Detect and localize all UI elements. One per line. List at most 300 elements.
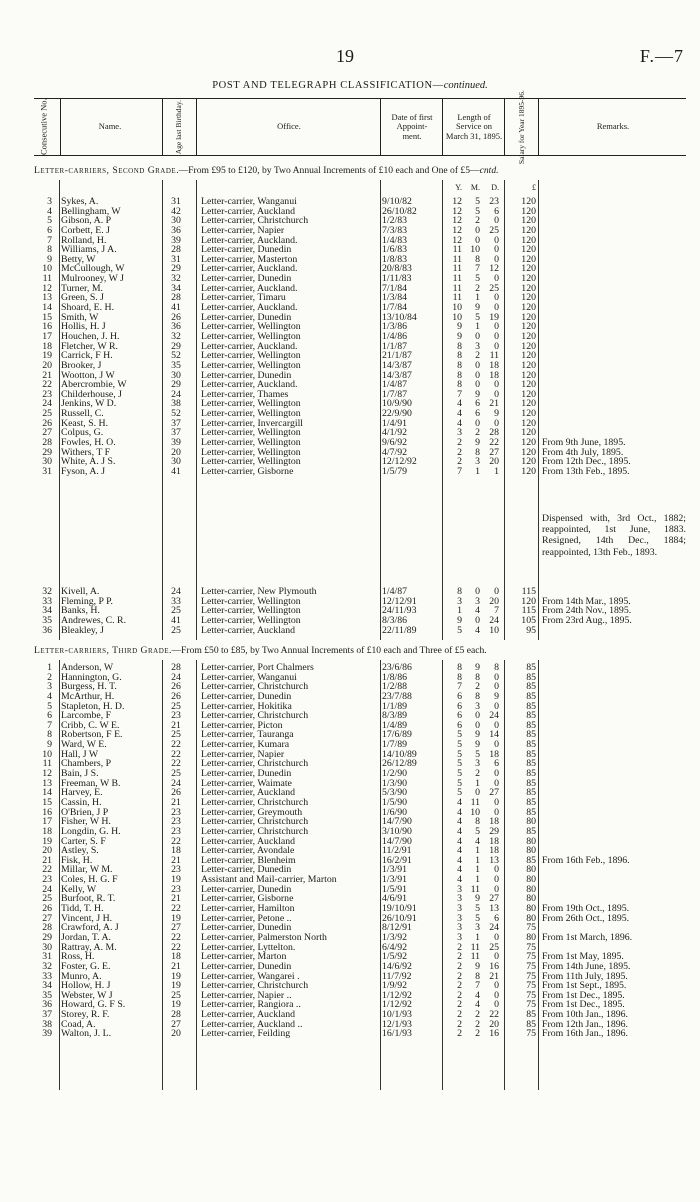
cell-salary: 120	[521, 215, 536, 227]
cell-no: 18	[42, 340, 52, 352]
cell-office: Letter-carrier, Greymouth	[201, 806, 303, 818]
cell-m: 11	[470, 883, 480, 895]
cell-name: Corbett, E. J	[61, 224, 110, 236]
cell-age: 23	[171, 710, 181, 722]
cell-d: 0	[494, 417, 499, 429]
cell-name: Fyson, A. J	[61, 465, 106, 477]
cell-no: 11	[42, 758, 52, 770]
cell-name: Stapleton, H. D.	[61, 700, 125, 712]
table-row	[34, 197, 686, 207]
cell-salary: 120	[521, 456, 536, 468]
cell-name: Ross, H.	[61, 951, 95, 963]
cell-name: Anderson, W	[61, 662, 114, 673]
cell-d: 18	[489, 748, 499, 760]
cell-age: 41	[171, 465, 181, 477]
table-row	[34, 808, 686, 818]
col-consecutive-no: Consecutive No.	[38, 98, 49, 156]
cell-age: 21	[171, 960, 181, 972]
table-row	[34, 788, 686, 798]
cell-no: 6	[47, 710, 52, 722]
cell-no: 10	[42, 263, 52, 275]
cell-date: 1/4/86	[382, 330, 408, 342]
cell-date: 11/7/92	[382, 970, 412, 982]
cell-name: Russell, C.	[61, 408, 104, 420]
cell-m: 0	[475, 369, 480, 381]
cell-age: 41	[171, 614, 181, 626]
cell-m: 0	[475, 614, 480, 626]
section2-rows	[34, 663, 686, 1039]
cell-age: 37	[171, 417, 181, 429]
cell-d: 0	[494, 292, 499, 304]
cell-m: 9	[475, 302, 480, 314]
cell-name: Keast, S. H.	[61, 417, 109, 429]
cell-name: Colpus, G.	[61, 427, 104, 439]
cell-y: 10	[452, 302, 462, 314]
cell-age: 30	[171, 456, 181, 468]
cell-no: 31	[42, 465, 52, 477]
table-row	[34, 409, 686, 419]
cell-age: 18	[171, 845, 181, 857]
cell-d: 29	[489, 825, 499, 837]
cell-age: 22	[171, 739, 181, 751]
col-date: Date of first Appoint- ment.	[380, 99, 443, 155]
column-rule	[538, 660, 539, 1090]
cell-name: Bleakley, J	[61, 624, 104, 636]
cell-m: 9	[475, 729, 480, 741]
cell-remark: From 14th June, 1895.	[542, 960, 631, 972]
cell-name: Gibson, A. P	[61, 215, 112, 227]
cell-remark: From 24th Nov., 1895.	[542, 605, 632, 617]
cell-office: Letter-carrier, Gisborne	[201, 893, 294, 905]
cell-y: 5	[457, 748, 462, 760]
cell-m: 2	[475, 1009, 480, 1021]
cell-m: 3	[475, 758, 480, 770]
cell-age: 42	[171, 205, 181, 217]
cell-age: 24	[171, 586, 181, 597]
cell-office: Letter-carrier, Wellington	[201, 321, 301, 333]
cell-y: 2	[457, 941, 462, 953]
cell-no: 39	[42, 1028, 52, 1040]
cell-d: 0	[494, 999, 499, 1011]
cell-office: Letter-carrier, Christchurch	[201, 980, 309, 992]
cell-office: Letter-carrier, Dunedin	[201, 311, 292, 323]
cell-date: 9/6/92	[382, 437, 408, 449]
cell-d: 6	[494, 912, 499, 924]
cell-m: 1	[475, 931, 480, 943]
cell-office: Letter-carrier, Christchurch	[201, 816, 309, 828]
cell-name: Fisk, H.	[61, 854, 93, 866]
cell-date: 22/11/89	[382, 624, 417, 636]
cell-m: 6	[475, 398, 480, 410]
cell-d: 16	[489, 960, 499, 972]
cell-y: 4	[457, 874, 462, 886]
cell-age: 22	[171, 748, 181, 760]
cell-office: Letter-carrier, Napier	[201, 224, 285, 236]
cell-date: 10/9/90	[382, 398, 412, 410]
cell-date: 8/3/86	[382, 614, 408, 626]
cell-m: 9	[475, 662, 480, 673]
cell-y: 9	[457, 330, 462, 342]
cell-date: 1/4/89	[382, 719, 408, 731]
cell-name: Abercrombie, W	[61, 379, 127, 391]
cell-no: 29	[42, 931, 52, 943]
table-row	[34, 332, 686, 342]
cell-m: 3	[475, 595, 480, 607]
cell-no: 25	[42, 408, 52, 420]
cell-office: Letter-carrier, Wellington	[201, 605, 301, 617]
units-row	[34, 183, 686, 194]
cell-salary: 85	[526, 729, 536, 741]
table-row	[34, 730, 686, 740]
cell-age: 21	[171, 893, 181, 905]
cell-no: 7	[47, 234, 52, 246]
cell-no: 26	[42, 903, 52, 915]
cell-age: 32	[171, 273, 181, 285]
cell-date: 8/12/91	[382, 922, 412, 934]
cell-y: 12	[452, 224, 462, 236]
cell-date: 26/10/91	[382, 912, 417, 924]
table-row	[34, 750, 686, 760]
table-row	[34, 827, 686, 837]
cell-y: 8	[457, 359, 462, 371]
cell-name: Longdin, G. H.	[61, 825, 121, 837]
cell-no: 6	[47, 224, 52, 236]
cell-y: 3	[457, 903, 462, 915]
cell-m: 1	[475, 292, 480, 304]
cell-name: Hannington, G.	[61, 671, 122, 683]
cell-name: Hollis, H. J	[61, 321, 106, 333]
cell-y: 2	[457, 980, 462, 992]
cell-y: 6	[457, 700, 462, 712]
cell-office: Letter-carrier, Wellington	[201, 330, 301, 342]
cell-date: 1/3/92	[382, 931, 408, 943]
cell-remark: From 1st Dec., 1895.	[542, 999, 625, 1011]
cell-m: 5	[475, 903, 480, 915]
cell-m: 3	[475, 340, 480, 352]
table-row	[34, 702, 686, 712]
cell-name: Munro, A.	[61, 970, 102, 982]
cell-m: 4	[475, 624, 480, 636]
cell-age: 29	[171, 263, 181, 275]
cell-d: 0	[494, 864, 499, 876]
cell-date: 23/6/86	[382, 662, 412, 673]
cell-office: Letter-carrier, Hokitika	[201, 700, 292, 712]
table-row	[34, 207, 686, 217]
cell-office: Letter-carrier, Wellington	[201, 437, 301, 449]
cell-name: Rolland, H.	[61, 234, 107, 246]
table-row	[34, 616, 686, 626]
cell-salary: 75	[526, 980, 536, 992]
cell-m: 5	[475, 311, 480, 323]
cell-date: 1/4/87	[382, 379, 408, 391]
cell-office: Letter-carrier, Rangiora ..	[201, 999, 301, 1011]
cell-d: 0	[494, 586, 499, 597]
cell-m: 1	[475, 777, 480, 789]
cell-age: 24	[171, 388, 181, 400]
cell-salary: 120	[521, 369, 536, 381]
cell-d: 0	[494, 989, 499, 1001]
cell-salary: 120	[521, 417, 536, 429]
column-rule	[196, 660, 197, 1090]
cell-salary: 120	[521, 359, 536, 371]
cell-office: Letter-carrier, Dunedin	[201, 273, 292, 285]
cell-y: 11	[452, 292, 462, 304]
cell-age: 21	[171, 719, 181, 731]
cell-salary: 75	[526, 989, 536, 1001]
cell-no: 20	[42, 845, 52, 857]
cell-y: 2	[457, 960, 462, 972]
cell-m: 0	[475, 224, 480, 236]
cell-salary: 80	[526, 874, 536, 886]
cell-salary: 120	[521, 427, 536, 439]
cell-m: 5	[475, 196, 480, 207]
cell-office: Letter-carrier, Auckland	[201, 1009, 296, 1021]
cell-office: Letter-carrier, Tauranga	[201, 729, 294, 741]
cell-y: 8	[457, 369, 462, 381]
cell-y: 5	[457, 729, 462, 741]
cell-y: 2	[457, 1009, 462, 1021]
cell-date: 1/6/83	[382, 244, 408, 256]
cell-y: 8	[457, 662, 462, 673]
table-row	[34, 371, 686, 381]
cell-salary: 120	[521, 330, 536, 342]
cell-office: Letter-carrier, Port Chalmers	[201, 662, 314, 673]
cell-salary: 120	[521, 282, 536, 294]
cell-no: 30	[42, 941, 52, 953]
cell-no: 15	[42, 796, 52, 808]
table-row	[34, 284, 686, 294]
cell-no: 34	[42, 980, 52, 992]
cell-d: 25	[489, 282, 499, 294]
cell-d: 0	[494, 700, 499, 712]
cell-salary: 120	[521, 446, 536, 458]
cell-no: 16	[42, 321, 52, 333]
table-row	[34, 933, 686, 943]
cell-m: 1	[475, 864, 480, 876]
cell-d: 0	[494, 671, 499, 683]
cell-no: 27	[42, 427, 52, 439]
cell-date: 14/7/90	[382, 816, 412, 828]
cell-m: 2	[475, 1028, 480, 1040]
cell-office: Letter-carrier, Auckland.	[201, 379, 298, 391]
cell-date: 1/3/86	[382, 321, 408, 333]
cell-name: Robertson, F E.	[61, 729, 123, 741]
cell-m: 2	[475, 215, 480, 227]
cell-salary: 85	[526, 825, 536, 837]
cell-date: 1/4/91	[382, 417, 408, 429]
table-row	[34, 856, 686, 866]
table-row	[34, 313, 686, 323]
cell-y: 3	[457, 427, 462, 439]
cell-office: Letter-carrier, Marton	[201, 951, 287, 963]
cell-d: 19	[489, 311, 499, 323]
cell-date: 1/1/89	[382, 700, 408, 712]
cell-age: 27	[171, 922, 181, 934]
cell-office: Letter-carrier, Dunedin	[201, 369, 292, 381]
cell-name: Betty, W	[61, 253, 96, 265]
cell-d: 9	[494, 408, 499, 420]
cell-office: Letter-carrier, Timaru	[201, 292, 286, 304]
cell-office: Letter-carrier, Wellington	[201, 427, 301, 439]
cell-d: 0	[494, 253, 499, 265]
col-remarks: Remarks.	[538, 99, 687, 155]
cell-m: 0	[475, 379, 480, 391]
cell-office: Letter-carrier, Wellington	[201, 350, 301, 362]
cell-age: 22	[171, 903, 181, 915]
col-salary: Salary for Year 1895-96.	[504, 99, 539, 155]
cell-remark: From 12th Jan., 1896.	[542, 1018, 628, 1030]
cell-no: 10	[42, 748, 52, 760]
cell-date: 14/3/87	[382, 359, 412, 371]
cell-salary: 120	[521, 196, 536, 207]
cell-date: 14/7/90	[382, 835, 412, 847]
cell-office: Letter-carrier, Christchurch	[201, 796, 309, 808]
cell-d: 0	[494, 768, 499, 780]
cell-date: 1/8/86	[382, 671, 408, 683]
cell-salary: 75	[526, 951, 536, 963]
cell-m: 4	[475, 605, 480, 617]
cell-y: 2	[457, 970, 462, 982]
cell-office: Letter-carrier, Wellington	[201, 456, 301, 468]
cell-m: 9	[475, 893, 480, 905]
cell-d: 28	[489, 427, 499, 439]
cell-d: 10	[489, 624, 499, 636]
cell-m: 0	[475, 787, 480, 799]
cell-age: 25	[171, 989, 181, 1001]
cell-office: Letter-carrier, Auckland	[201, 205, 296, 217]
cell-d: 0	[494, 980, 499, 992]
cell-date: 12/12/92	[382, 456, 417, 468]
cell-office: Letter-carrier, Auckland	[201, 787, 296, 799]
table-row	[34, 798, 686, 808]
cell-m: 8	[475, 671, 480, 683]
cell-name: Bellingham, W	[61, 205, 121, 217]
cell-m: 9	[475, 388, 480, 400]
table-row	[34, 467, 686, 477]
cell-m: 11	[470, 796, 480, 808]
column-rule	[504, 180, 505, 640]
cell-date: 23/7/88	[382, 690, 412, 702]
cell-age: 27	[171, 1018, 181, 1030]
section1-rows-b	[34, 587, 686, 635]
cell-d: 24	[489, 614, 499, 626]
cell-date: 14/3/87	[382, 369, 412, 381]
cell-name: Brooker, J	[61, 359, 102, 371]
cell-no: 17	[42, 330, 52, 342]
cell-date: 1/2/88	[382, 681, 408, 693]
unit-days: D.	[491, 183, 499, 192]
cell-m: 2	[475, 427, 480, 439]
cell-no: 38	[42, 1018, 52, 1030]
cell-salary: 85	[526, 854, 536, 866]
col-name: Name.	[60, 99, 159, 155]
cell-d: 0	[494, 215, 499, 227]
cell-d: 0	[494, 379, 499, 391]
cell-m: 8	[475, 970, 480, 982]
cell-name: Williams, J A.	[61, 244, 117, 256]
cell-m: 1	[475, 321, 480, 333]
cell-office: Letter-carrier, Kumara	[201, 739, 290, 751]
title-continued: continued.	[443, 80, 488, 91]
cell-salary: 120	[521, 263, 536, 275]
cell-no: 28	[42, 922, 52, 934]
table-row	[34, 711, 686, 721]
cell-age: 28	[171, 1009, 181, 1021]
cell-age: 23	[171, 806, 181, 818]
cell-no: 4	[47, 205, 52, 217]
cell-no: 30	[42, 456, 52, 468]
cell-no: 28	[42, 437, 52, 449]
section1-rows	[34, 197, 686, 477]
cell-office: Letter-carrier, Wangarei .	[201, 970, 300, 982]
cell-m: 8	[475, 816, 480, 828]
cell-m: 3	[475, 700, 480, 712]
cell-y: 4	[457, 864, 462, 876]
table-row	[34, 885, 686, 895]
cell-m: 1	[475, 874, 480, 886]
table-row	[34, 245, 686, 255]
table-row	[34, 914, 686, 924]
cell-d: 22	[489, 1009, 499, 1021]
cell-age: 30	[171, 369, 181, 381]
cell-office: Letter-carrier, Gisborne	[201, 465, 294, 477]
cell-remark: From 16th Jan., 1896.	[542, 1028, 628, 1040]
cell-office: Letter-carrier, New Plymouth	[201, 586, 317, 597]
cell-m: 0	[475, 710, 480, 722]
cell-salary: 85	[526, 1018, 536, 1030]
cell-no: 25	[42, 893, 52, 905]
cell-d: 27	[489, 787, 499, 799]
cell-salary: 75	[526, 1028, 536, 1040]
cell-y: 3	[457, 922, 462, 934]
cell-office: Letter-carrier, Avondale	[201, 845, 295, 857]
cell-date: 13/10/84	[382, 311, 417, 323]
cell-m: 7	[475, 263, 480, 275]
cell-no: 23	[42, 874, 52, 886]
cell-office: Letter-carrier, Auckland	[201, 835, 296, 847]
cell-y: 4	[457, 806, 462, 818]
table-row	[34, 759, 686, 769]
cell-date: 1/3/91	[382, 864, 408, 876]
cell-d: 0	[494, 330, 499, 342]
cell-salary: 75	[526, 999, 536, 1011]
cell-m: 0	[475, 586, 480, 597]
cell-y: 2	[457, 989, 462, 1001]
cell-age: 39	[171, 437, 181, 449]
table-row	[34, 769, 686, 779]
cell-y: 9	[457, 321, 462, 333]
cell-d: 25	[489, 224, 499, 236]
cell-m: 1	[475, 465, 480, 477]
cell-y: 8	[457, 671, 462, 683]
cell-m: 10	[470, 244, 480, 256]
cell-age: 39	[171, 234, 181, 246]
cell-salary: 85	[526, 719, 536, 731]
cell-remark: From 1st May, 1895.	[542, 951, 624, 963]
table-row	[34, 293, 686, 303]
cell-age: 21	[171, 854, 181, 866]
cell-m: 8	[475, 446, 480, 458]
cell-date: 1/11/83	[382, 273, 412, 285]
cell-office: Letter-carrier, Invercargill	[201, 417, 304, 429]
cell-age: 19	[171, 980, 181, 992]
cell-date: 1/3/84	[382, 292, 408, 304]
cell-date: 1/2/83	[382, 215, 408, 227]
cell-d: 18	[489, 816, 499, 828]
cell-y: 3	[457, 893, 462, 905]
cell-no: 9	[47, 739, 52, 751]
cell-office: Letter-carrier, Blenheim	[201, 854, 296, 866]
